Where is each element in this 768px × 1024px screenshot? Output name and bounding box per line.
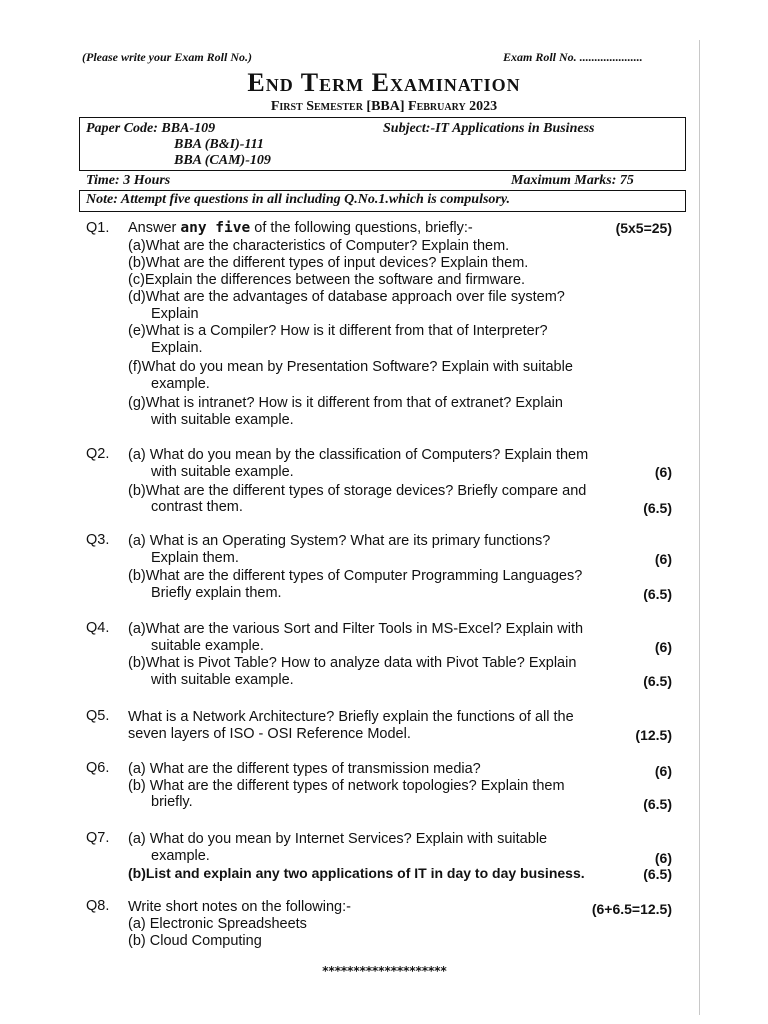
- q3-part-b-line2: Briefly explain them.: [151, 585, 282, 601]
- question-number-q5: Q5.: [86, 708, 110, 724]
- q1-marks: (5x5=25): [615, 220, 672, 236]
- end-of-paper-stars: ********************: [321, 964, 447, 978]
- q4-part-b-line1: (b)What is Pivot Table? How to analyze data with Pivot Table? Explain: [128, 655, 577, 671]
- q3-b-marks: (6.5): [643, 586, 672, 602]
- q8-part-a: (a) Electronic Spreadsheets: [128, 916, 307, 932]
- q3-part-a-line2: Explain them.: [151, 550, 239, 566]
- exam-roll-label: Exam Roll No. .....................: [503, 50, 643, 64]
- q7-part-a-line2: example.: [151, 848, 210, 864]
- time-allowed: Time: 3 Hours: [86, 173, 171, 188]
- q7-b-marks: (6.5): [643, 866, 672, 882]
- q2-a-marks: (6): [654, 464, 672, 480]
- q5-line2: seven layers of ISO - OSI Reference Model.: [128, 726, 411, 742]
- q1-part-f-line1: (f)What do you mean by Presentation Software? Explain with suitable: [128, 359, 573, 375]
- paper-code-cam: BBA (CAM)-109: [174, 153, 271, 168]
- q8-part-b: (b) Cloud Computing: [128, 933, 262, 949]
- q8-marks: (6+6.5=12.5): [591, 901, 672, 917]
- q2-part-a-line1: (a) What do you mean by the classification of Computers? Explain them: [128, 447, 589, 463]
- paper-code: Paper Code: BBA-109: [86, 121, 216, 136]
- question-number-q1: Q1.: [86, 220, 110, 236]
- q5-line1: What is a Network Architecture? Briefly explain the functions of all the: [128, 709, 574, 725]
- question-number-q3: Q3.: [86, 532, 110, 548]
- q1-intro: [128, 220, 473, 237]
- q6-a-marks: (6): [654, 763, 672, 779]
- q8-intro: Write short notes on the following:-: [128, 899, 351, 915]
- q2-part-a-line2: with suitable example.: [151, 464, 294, 480]
- q1-part-g-line2: with suitable example.: [151, 412, 294, 428]
- q7-a-marks: (6): [654, 850, 672, 866]
- question-number-q6: Q6.: [86, 760, 110, 776]
- exam-note: Note: Attempt five questions in all including Q.No.1.which is compulsory.: [86, 192, 511, 207]
- q4-a-marks: (6): [654, 639, 672, 655]
- q3-part-b-line1: (b)What are the different types of Computer Programming Languages?: [128, 568, 583, 584]
- q1-part-c: (c)Explain the differences between the software and firmware.: [128, 272, 526, 288]
- q1-part-d-line2: Explain: [151, 306, 199, 322]
- exam-title: End Term Examination: [247, 68, 521, 97]
- q5-marks: (12.5): [635, 727, 672, 743]
- q2-b-marks: (6.5): [643, 500, 672, 516]
- q3-a-marks: (6): [654, 551, 672, 567]
- q1-part-e-line1: (e)What is a Compiler? How is it different from that of Interpreter?: [128, 323, 548, 339]
- q1-intro-bold: any five: [180, 220, 251, 236]
- question-number-q7: Q7.: [86, 830, 110, 846]
- q4-part-a-line2: suitable example.: [151, 638, 264, 654]
- page-edge-line: [699, 40, 700, 1015]
- q6-part-a: (a) What are the different types of transmission media?: [128, 761, 481, 777]
- q1-part-b: (b)What are the different types of input devices? Explain them.: [128, 255, 529, 271]
- q1-part-d-line1: (d)What are the advantages of database approach over file system?: [128, 289, 565, 305]
- subject: Subject:-IT Applications in Business: [383, 121, 595, 136]
- q4-part-b-line2: with suitable example.: [151, 672, 294, 688]
- q3-part-a-line1: (a) What is an Operating System? What are its primary functions?: [128, 533, 551, 549]
- q7-part-a-line1: (a) What do you mean by Internet Services? Explain with suitable: [128, 831, 548, 847]
- maximum-marks: Maximum Marks: 75: [511, 173, 634, 188]
- q1-part-f-line2: example.: [151, 376, 210, 392]
- q1-intro-pre: Answer: [128, 220, 181, 236]
- q4-part-a-line1: (a)What are the various Sort and Filter Tools in MS-Excel? Explain with: [128, 621, 584, 637]
- question-number-q4: Q4.: [86, 620, 110, 636]
- q2-part-b-line2: contrast them.: [151, 499, 243, 515]
- q2-part-b-line1: (b)What are the different types of storage devices? Briefly compare and: [128, 483, 587, 499]
- question-number-q2: Q2.: [86, 446, 110, 462]
- q1-part-e-line2: Explain.: [151, 340, 203, 356]
- q6-part-b-line2: briefly.: [151, 794, 193, 810]
- q4-b-marks: (6.5): [643, 673, 672, 689]
- q6-b-marks: (6.5): [643, 796, 672, 812]
- roll-number-prompt: (Please write your Exam Roll No.): [82, 50, 252, 64]
- q1-intro-post: of the following questions, briefly:-: [250, 220, 473, 236]
- question-number-q8: Q8.: [86, 898, 110, 914]
- exam-subtitle: First Semester [BBA] February 2023: [270, 99, 498, 114]
- q6-part-b-line1: (b) What are the different types of network topologies? Explain them: [128, 778, 565, 794]
- q1-part-a: (a)What are the characteristics of Computer? Explain them.: [128, 238, 510, 254]
- q7-part-b: (b)List and explain any two applications of IT in day to day business.: [128, 865, 585, 881]
- paper-code-bi: BBA (B&I)-111: [174, 137, 264, 152]
- q1-part-g-line1: (g)What is intranet? How is it different from that of extranet? Explain: [128, 395, 563, 411]
